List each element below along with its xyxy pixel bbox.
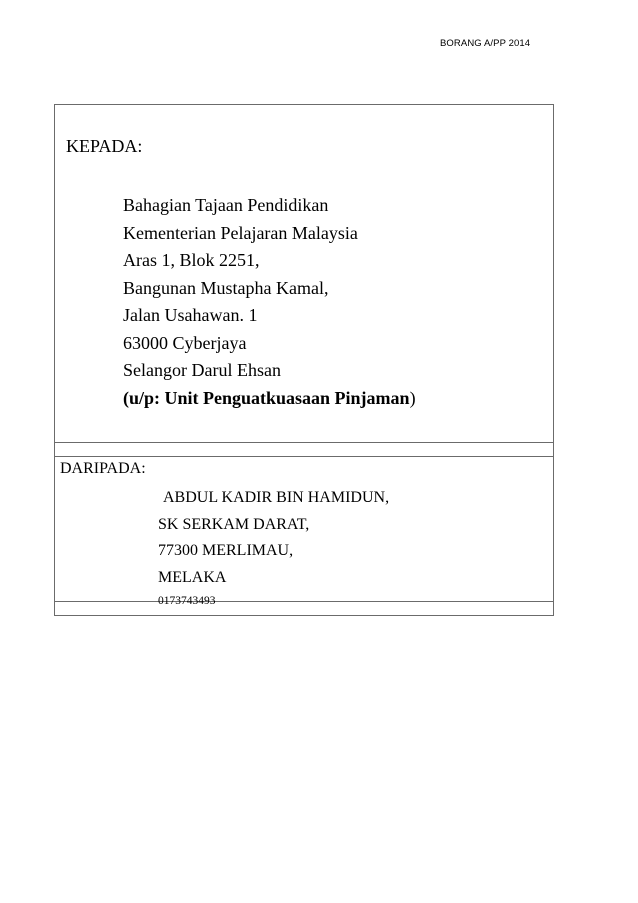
recipient-label: KEPADA: [66,136,143,156]
address-line: 63000 Cyberjaya [123,332,247,353]
address-line: Aras 1, Blok 2251, [123,250,260,270]
sender-name: ABDUL KADIR BIN HAMIDUN, [163,489,390,506]
address-line: Bahagian Tajaan Pendidikan [123,195,329,215]
sender-phone: 0173743493 [158,594,216,607]
attention-close: ) [409,387,416,408]
address-line: Bangunan Mustapha Kamal, [123,277,329,298]
address-line: Selangor Darul Ehsan [123,360,281,380]
sender-address [158,487,389,610]
recipient-address [123,193,416,413]
address-line: Jalan Usahawan. 1 [123,305,258,325]
address-line: Kementerian Pelajaran Malaysia [123,222,358,243]
attention-line [123,386,416,414]
sender-line: SK SERKAM DARAT, [158,515,310,533]
separator-row [54,442,554,457]
sender-line: MELAKA [158,569,227,587]
sender-label: DARIPADA: [60,460,146,477]
attention-text: (u/p: Unit Penguatkuasaan Pinjaman [123,387,410,408]
form-code-header: BORANG A/PP 2014 [440,38,531,49]
sender-line: 77300 MERLIMAU, [158,542,294,560]
